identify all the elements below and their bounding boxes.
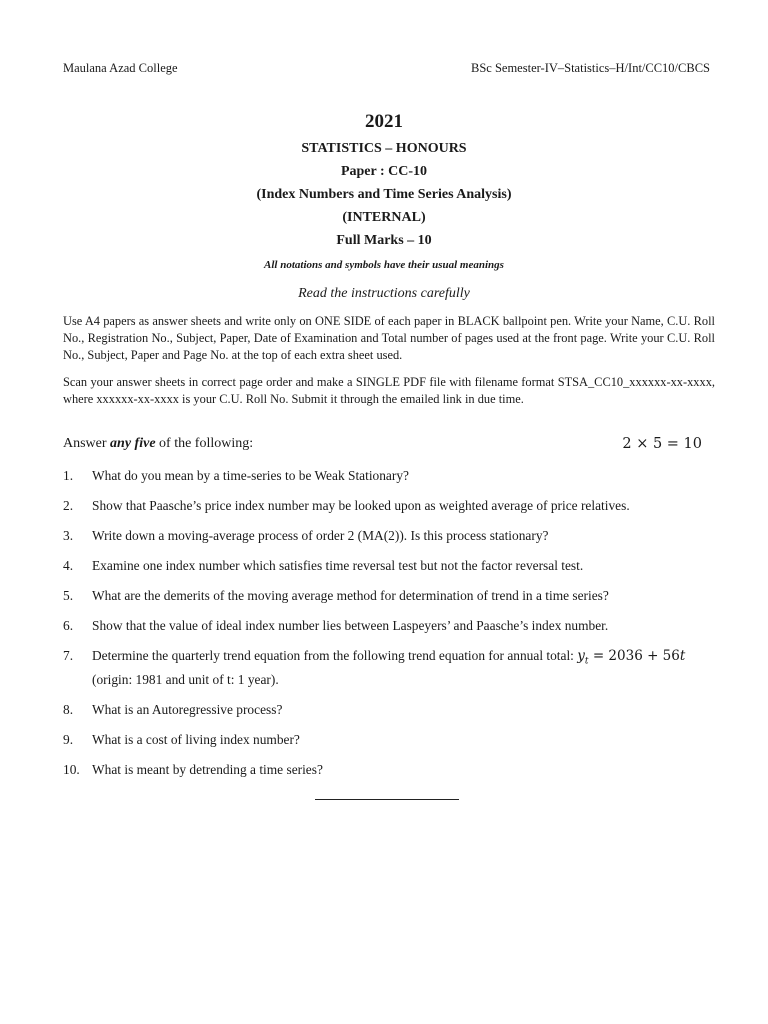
question-text: Examine one index number which satisfies time reversal test but not the factor reversal test. xyxy=(92,558,584,573)
question-text: What do you mean by a time-series to be Weak Stationary? xyxy=(92,468,409,483)
college-name: Maulana Azad College xyxy=(63,61,178,75)
question-number: 5. xyxy=(63,588,74,603)
exam-type: (INTERNAL) xyxy=(342,210,426,225)
question-number: 3. xyxy=(63,528,74,543)
question-number: 4. xyxy=(63,558,74,573)
question-number: 8. xyxy=(63,701,74,717)
question-item xyxy=(63,557,713,574)
answer-emphasis: any five xyxy=(110,436,156,451)
answer-instruction xyxy=(63,436,253,452)
question-item xyxy=(63,467,713,484)
full-marks: Full Marks – 10 xyxy=(336,233,432,248)
exam-year: 2021 xyxy=(365,111,403,132)
question-item xyxy=(63,587,713,604)
question-number: 6. xyxy=(63,618,74,633)
marks-formula: 2 × 5 = 10 xyxy=(622,436,702,452)
paper-title: (Index Numbers and Time Series Analysis) xyxy=(256,187,512,202)
notations-note: All notations and symbols have their usual meanings xyxy=(264,259,504,271)
question-text: What is meant by detrending a time series? xyxy=(92,761,323,777)
question-text: What is an Autoregressive process? xyxy=(92,701,283,717)
question-item xyxy=(63,701,713,718)
subject-title: STATISTICS – HONOURS xyxy=(301,141,467,156)
answer-prefix: Answer xyxy=(63,436,111,451)
question-item xyxy=(63,617,713,634)
end-rule-divider xyxy=(315,799,459,800)
question-item xyxy=(63,497,713,514)
instructions-paragraph-2: Scan your answer sheets in correct page order and make a SINGLE PDF file with filename format STSA_CC10_xxxxxx-xx-xxxx, where xxxxxx-xx-xxxx is your C.U. Roll No. Submit it through the emailed link in due time. xyxy=(63,375,715,406)
question-number: 2. xyxy=(63,498,74,513)
question-number: 9. xyxy=(63,731,74,747)
question-list xyxy=(63,467,713,778)
answer-suffix: of the following: xyxy=(155,436,254,451)
question-text: Determine the quarterly trend equation from the following trend equation for annual total: xyxy=(92,648,578,663)
question-number: 10. xyxy=(63,761,80,777)
question-item xyxy=(63,647,713,688)
question-text-continued: (origin: 1981 and unit of t: 1 year). xyxy=(92,671,279,687)
question-number: 1. xyxy=(63,468,74,483)
question-item xyxy=(63,731,713,748)
question-item xyxy=(63,761,713,778)
question-number: 7. xyxy=(63,648,74,663)
course-code: BSc Semester-IV–Statistics–H/Int/CC10/CBCS xyxy=(471,61,710,75)
question-text: Show that Paasche’s price index number may be looked upon as weighted average of price relatives. xyxy=(92,498,630,513)
question-text: What is a cost of living index number? xyxy=(92,731,300,747)
trend-equation: $y_t = 2036 + 56t$ xyxy=(577,648,686,667)
instructions-paragraph-1: Use A4 papers as answer sheets and write only on ONE SIDE of each paper in BLACK ballpoint pen. Write your Name, C.U. Roll No., Registration No., Subject, Paper, Date of Examination and Total number of pages used at the front page. Write your C.U. Roll No., Subject, Paper and Page No. at the top of each extra sheet used. xyxy=(63,314,715,362)
question-text: Show that the value of ideal index number lies between Laspeyers’ and Paasche’s index number. xyxy=(92,618,609,633)
paper-code: Paper : CC-10 xyxy=(340,164,428,179)
question-text: What are the demerits of the moving average method for determination of trend in a time series? xyxy=(92,588,609,603)
read-instructions: Read the instructions carefully xyxy=(298,286,470,301)
question-text: Write down a moving-average process of order 2 (MA(2)). Is this process stationary? xyxy=(92,528,549,543)
question-item xyxy=(63,527,713,544)
